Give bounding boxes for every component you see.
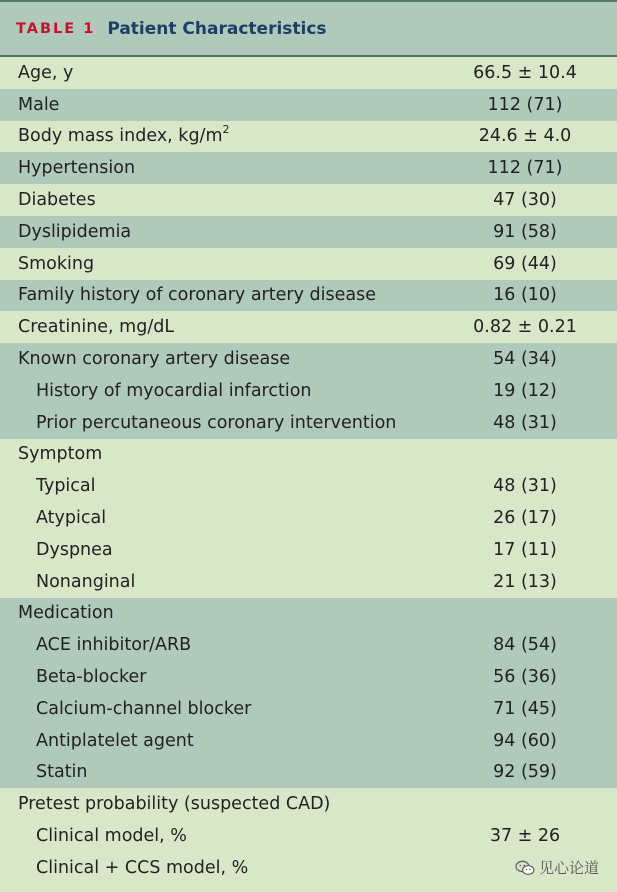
- row-label-text: Antiplatelet agent: [36, 730, 194, 751]
- table-row: [0, 502, 617, 534]
- table-row: [0, 629, 617, 661]
- row-label: [0, 254, 435, 274]
- table-row: [0, 280, 617, 312]
- table-row: [0, 248, 617, 280]
- row-value: 56 (36): [493, 667, 557, 688]
- table-body: [0, 57, 617, 884]
- table-row: [0, 693, 617, 725]
- row-label: [0, 508, 435, 528]
- table-row: [0, 311, 617, 343]
- table-row: [0, 152, 617, 184]
- watermark: [515, 857, 599, 878]
- row-value: 66.5 ± 10.4: [473, 62, 577, 83]
- row-value: 37 ± 26: [489, 826, 561, 847]
- table-row: [0, 439, 617, 471]
- row-label-text: Medication: [18, 603, 114, 624]
- row-label-text: Clinical + CCS model, %: [36, 857, 249, 878]
- row-label: [0, 667, 435, 687]
- row-value: 19 (12): [493, 380, 557, 401]
- row-value: 94 (60): [493, 730, 557, 751]
- row-label-text: Creatinine, mg/dL: [18, 317, 175, 338]
- row-value: 92 (59): [493, 762, 557, 783]
- row-label: [0, 95, 435, 115]
- row-value: 71 (45): [493, 698, 557, 719]
- row-value: 69 (44): [493, 253, 557, 274]
- row-label: [0, 190, 435, 210]
- row-label: [0, 158, 435, 178]
- row-label-text: Prior percutaneous coronary intervention: [36, 412, 397, 433]
- row-label: [0, 123, 435, 147]
- row-label-text: Beta-blocker: [36, 667, 147, 688]
- table-row: [0, 470, 617, 502]
- row-label-text: Statin: [36, 762, 88, 783]
- row-value: 47 (30): [493, 190, 557, 211]
- table-label: TABLE 1: [16, 20, 96, 37]
- table-row: [0, 343, 617, 375]
- row-label: [0, 858, 435, 878]
- row-label: [0, 540, 435, 560]
- row-label: [0, 635, 435, 655]
- row-label-text: Male: [18, 94, 60, 115]
- table-row: [0, 57, 617, 89]
- row-value: 26 (17): [493, 508, 557, 529]
- watermark-text: 见心论道: [538, 859, 599, 877]
- row-label-text: Smoking: [18, 253, 95, 274]
- row-value: 16 (10): [493, 285, 557, 306]
- table-row: [0, 757, 617, 789]
- table-row: [0, 788, 617, 820]
- table-row: [0, 661, 617, 693]
- row-label: [0, 603, 435, 623]
- row-label-text: Diabetes: [18, 190, 96, 211]
- row-label: [0, 699, 435, 719]
- table-row: [0, 407, 617, 439]
- row-label: [0, 762, 435, 782]
- row-value: 21 (13): [493, 571, 557, 592]
- row-label-text: Typical: [36, 476, 96, 497]
- row-value: 48 (31): [493, 412, 557, 433]
- row-label: [0, 381, 435, 401]
- row-label-superscript: 2: [222, 123, 230, 137]
- row-label: [0, 413, 435, 433]
- row-value: 17 (11): [493, 539, 557, 560]
- row-label-text: Dyslipidemia: [18, 221, 132, 242]
- row-value: 84 (54): [493, 635, 557, 656]
- row-label-text: Hypertension: [18, 158, 136, 179]
- row-value: 24.6 ± 4.0: [478, 126, 572, 147]
- row-label-text: Clinical model, %: [36, 826, 187, 847]
- row-label-text: Dyspnea: [36, 539, 113, 560]
- row-label: [0, 731, 435, 751]
- table-row: [0, 89, 617, 121]
- row-value: 112 (71): [487, 94, 563, 115]
- table-row: [0, 184, 617, 216]
- row-label-text: Family history of coronary artery disease: [18, 285, 376, 306]
- table-title: Patient Characteristics: [107, 18, 327, 39]
- row-label: [0, 222, 435, 242]
- row-value: 0.82 ± 0.21: [473, 317, 577, 338]
- row-label-text: Pretest probability (suspected CAD): [18, 794, 331, 815]
- table-row: [0, 566, 617, 598]
- row-label: [0, 794, 435, 814]
- row-label-text: ACE inhibitor/ARB: [36, 635, 192, 656]
- row-label: [0, 476, 435, 496]
- row-label-text: Known coronary artery disease: [18, 349, 291, 370]
- row-label: [0, 572, 435, 592]
- row-label: [0, 444, 435, 464]
- table-header: [0, 2, 617, 57]
- row-value: 48 (31): [493, 476, 557, 497]
- row-label: [0, 63, 435, 83]
- row-label: [0, 317, 435, 337]
- table-row: [0, 820, 617, 852]
- table-row: [0, 534, 617, 566]
- row-label: [0, 826, 435, 846]
- table-row: [0, 216, 617, 248]
- row-label-text: History of myocardial infarction: [36, 380, 312, 401]
- row-value: 91 (58): [493, 221, 557, 242]
- row-label-text: Atypical: [36, 508, 107, 529]
- table-row: [0, 375, 617, 407]
- table-row: [0, 121, 617, 153]
- row-label-text: Body mass index, kg/m: [18, 126, 223, 147]
- wechat-icon: [515, 860, 535, 876]
- row-label-text: Age, y: [18, 62, 74, 83]
- row-label-text: Nonanginal: [36, 571, 136, 592]
- row-label: [0, 349, 435, 369]
- row-label-text: Calcium-channel blocker: [36, 698, 252, 719]
- table-row: [0, 598, 617, 630]
- row-value: 112 (71): [487, 158, 563, 179]
- row-label-text: Symptom: [18, 444, 103, 465]
- row-label: [0, 285, 435, 305]
- row-value: 54 (34): [493, 349, 557, 370]
- table-row: [0, 725, 617, 757]
